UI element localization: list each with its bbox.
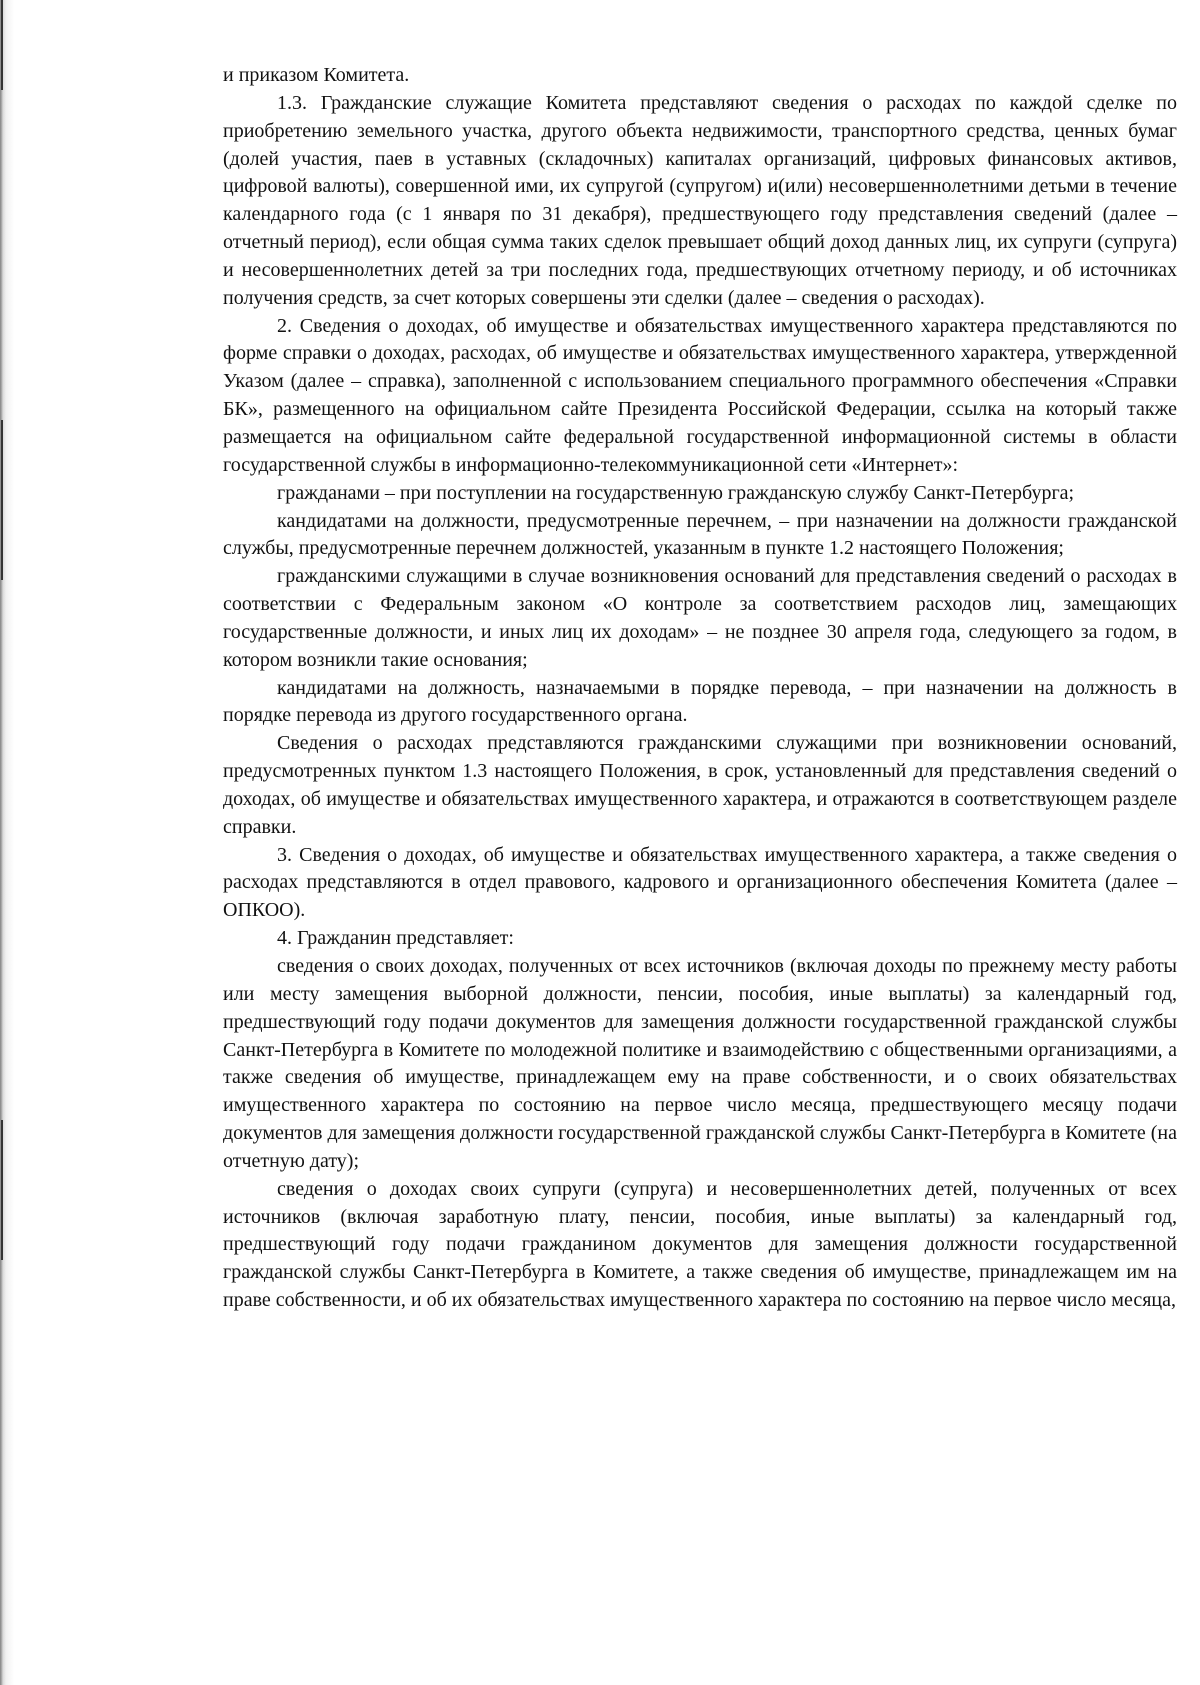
document-page — [223, 62, 1177, 1315]
scan-edge-mark — [1, 1120, 3, 1260]
list-item-civil-servants: гражданскими служащими в случае возникновения оснований для представления сведений о расходах в соответствии с Федеральным законом «О контроле за соответствием расходов лиц, замещающих государственные должности, и иных лиц их доходам» – не позднее 30 апреля года, следующего за годом, в котором возникли такие основания; — [223, 565, 1177, 671]
list-item-own-income: сведения о своих доходах, полученных от всех источников (включая доходы по прежнему месту работы или месту замещения выборной должности, пенсии, пособия, иные выплаты) за календарный год, предшествующий году подачи документов для замещения должности государственной гражданской службы Санкт-Петербурга в Комитете по молодежной политике и взаимодействию с общественными организациями, а также сведения об имуществе, принадлежащем ему на праве собственности, и о своих обязательствах имущественного характера по состоянию на первое число месяца, предшествующего месяцу подачи документов для замещения должности государственной гражданской службы Санкт-Петербурга в Комитете (на отчетную дату); — [223, 955, 1177, 1172]
scan-edge-mark — [1, 0, 3, 90]
scan-left-edge — [0, 0, 14, 1685]
list-item-citizens: гражданами – при поступлении на государственную гражданскую службу Санкт-Петербурга; — [277, 481, 1075, 504]
paragraph-4: 4. Гражданин представляет: — [277, 927, 514, 950]
list-item-transfer-candidates: кандидатами на должность, назначаемыми в порядке перевода, – при назначении на должность в порядке перевода из другого государственного органа. — [223, 676, 1177, 727]
paragraph-expenses-info: Сведения о расходах представляются гражданскими служащими при возникновении оснований, предусмотренных пунктом 1.3 настоящего Положения, в срок, установленный для представления сведений о доходах, об имуществе и обязательствах имущественного характера, и отражаются в соответствующем разделе справки. — [223, 732, 1177, 838]
scan-edge-mark — [1, 420, 3, 580]
paragraph-1-3: 1.3. Гражданские служащие Комитета представляют сведения о расходах по каждой сделке по приобретению земельного участка, другого объекта недвижимости, транспортного средства, ценных бумаг (долей участия, паев в уставных (складочных) капиталах организаций, цифровых финансовых активов, цифровой валюты), совершенной ими, их супругой (супругом) и(или) несовершеннолетними детьми в течение календарного года (с 1 января по 31 декабря), предшествующего году представления сведений (далее – отчетный период), если общая сумма таких сделок превышает общий доход данных лиц, их супруги (супруга) и несовершеннолетних детей за три последних года, предшествующих отчетному периоду, и об источниках получения средств, за счет которых совершены эти сделки (далее – сведения о расходах). — [223, 91, 1177, 309]
paragraph-continuation: и приказом Комитета. — [223, 64, 410, 86]
paragraph-2: 2. Сведения о доходах, об имуществе и обязательствах имущественного характера представляются по форме справки о доходах, расходах, об имуществе и обязательствах имущественного характера, утвержденной Указом (далее – справка), заполненной с использованием специального программного обеспечения «Справки БК», размещенного на официальном сайте Президента Российской Федерации, ссылка на который также размещается на официальном сайте федеральной государственной информационной системы в области государственной службы в информационно-телекоммуникационной сети «Интернет»: — [223, 314, 1177, 476]
paragraph-3: 3. Сведения о доходах, об имуществе и обязательствах имущественного характера, а также сведения о расходах представляются в отдел правового, кадрового и организационного обеспечения Комитета (далее – ОПКОО). — [223, 843, 1177, 922]
list-item-family-income: сведения о доходах своих супруги (супруга) и несовершеннолетних детей, полученных от всех источников (включая заработную плату, пенсии, пособия, иные выплаты) за календарный год, предшествующий году подачи гражданином документов для замещения должности государственной гражданской службы Санкт-Петербурга в Комитете, а также сведения об имуществе, принадлежащем им на праве собственности, и об их обязательствах имущественного характера по состоянию на первое число месяца, — [223, 1177, 1177, 1312]
list-item-candidates: кандидатами на должности, предусмотренные перечнем, – при назначении на должности гражданской службы, предусмотренные перечнем должностей, указанным в пункте 1.2 настоящего Положения; — [223, 509, 1177, 560]
